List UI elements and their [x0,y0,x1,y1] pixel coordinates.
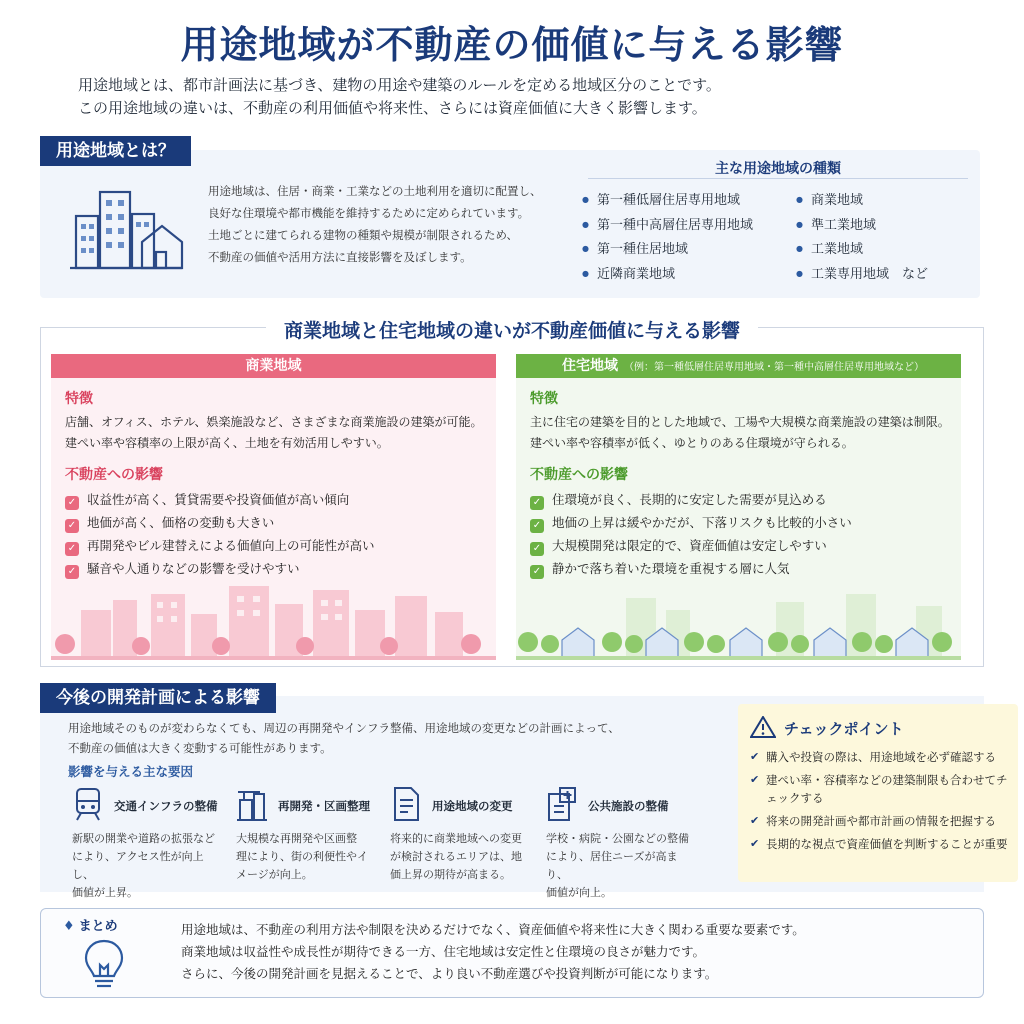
impact-text: 大規模開発は限定的で、資産価値は安定しやすい [552,538,827,553]
checkpoint-list [750,748,1012,858]
zone-types-title: 主な用途地域の種類 [715,161,841,177]
factor-description [546,830,696,902]
list-item: ● 工業地域 [796,237,928,262]
summary-box [40,908,984,998]
list-item: ● 工業専用地域 など [796,262,928,287]
checkpoint-title [750,716,904,739]
impact-text: 騒音や人通りなどの影響を受けやすい [87,561,300,576]
divider [588,178,968,179]
intro-text [78,74,958,120]
document-icon [390,786,422,822]
description-line: 学校・病院・公園などの整備 [546,832,689,845]
public-facility-icon [546,786,578,822]
description-line: 価値が向上。 [546,886,612,899]
feature-label: 特徴 [530,391,558,407]
list-item [65,488,496,511]
description-line: 理により、街の利便性やイ [236,850,368,863]
check-icon: ✓ [65,519,79,533]
check-icon: ✓ [530,519,544,533]
section-comparison [40,320,984,667]
list-item [65,511,496,534]
description-line: 土地ごとに建てられる建物の種類や規模が制限されるため、 [208,228,519,242]
impact-text: 地価が高く、価格の変動も大きい [87,515,275,530]
summary-line: 用途地域は、不動産の利用方法や制限を決めるだけでなく、資産価値や将来性に大きく関わる重要な要素です。 [181,922,805,937]
list-item: ✔ 購入や投資の際は、用途地域を必ず確認する [750,748,1012,766]
commercial-header: 商業地域 [51,354,496,378]
summary-label-text: まとめ [78,919,118,934]
list-item [65,557,496,580]
description-line: により、居住ニーズが高まり、 [546,850,678,881]
list-item: ● 第一種中高層住居専用地域 [582,213,753,238]
impact-text: 地価の上昇は緩やかだが、下落リスクも比較的小さい [552,515,852,530]
description-line: により、アクセス性が向上し、 [72,850,204,881]
factor-description [236,830,386,884]
intro-line: この用途地域の違いは、不動産の利用価値や将来性、さらには資産価値に大きく影響します。 [78,99,707,117]
check-icon: ✓ [530,565,544,579]
description-line: 用途地域そのものが変わらなくても、周辺の再開発やインフラ整備、用途地域の変更などの計画によって、 [68,721,620,735]
summary-line: 商業地域は収益性や成長性が期待できる一方、住宅地域は安定性と住環境の良さが魅力です。 [181,944,706,959]
description-line: メージが向上。 [236,868,313,881]
description-line: 用途地域は、住居・商業・工業などの土地利用を適切に配置し、 [208,184,542,198]
impact-list [65,488,496,580]
buildings-icon [68,186,184,272]
summary-line: さらに、今後の開発計画を見据えることで、より良い不動産選びや投資判断が可能になります。 [181,966,718,981]
section-development-plans [40,688,1008,899]
check-icon: ✓ [65,565,79,579]
list-item: ✔ 長期的な視点で資産価値を判断することが重要 [750,835,1012,853]
description-line: 不動産の価値や活用方法に直接影響を及ぼします。 [208,250,472,264]
residential-column [516,354,961,660]
description-line: 価値が上昇。 [72,886,138,899]
intro-line: 用途地域とは、都市計画法に基づき、建物の用途や建築のルールを定める地域区分のことです。 [78,76,721,94]
list-item: ✔ 建ぺい率・容積率などの建築制限も合わせてチェックする [750,771,1012,807]
check-icon: ✓ [65,496,79,510]
check-icon: ✓ [530,542,544,556]
feature-line: 主に住宅の建築を目的とした地域で、工場や大規模な商業施設の建築は制限。 [530,415,950,429]
description-line: 将来的に商業地域への変更 [390,832,522,845]
factor-description [390,830,540,884]
summary-text [181,919,971,985]
description-line: 大規模な再開発や区画整 [236,832,357,845]
list-item: ● 商業地域 [796,188,928,213]
lightbulb-small-icon: ♦ [63,919,75,934]
development-description [68,718,688,758]
factors-title: 影響を与える主な要因 [68,764,194,779]
zone-types-list [796,188,928,286]
description-line: が検討されるエリアは、地 [390,850,522,863]
impact-list [530,488,961,580]
description-line: 不動産の価値は大きく変動する可能性があります。 [68,741,332,755]
impact-text: 静かで落ち着いた環境を重視する層に人気 [552,561,790,576]
commercial-column [51,354,496,660]
section-what-is-zoning [40,141,980,298]
list-item: ● 第一種住居地域 [582,237,753,262]
list-item: ● 準工業地域 [796,213,928,238]
feature-label: 特徴 [65,391,93,407]
lightbulb-icon [79,937,129,993]
summary-label [63,915,118,934]
commercial-skyline-illustration [51,580,496,660]
warning-icon [750,716,776,738]
train-icon [72,786,104,822]
checkpoint-box [738,704,1018,882]
factor-name: 交通インフラの整備 [114,799,218,813]
description-line: 価上昇の期待が高まる。 [390,868,511,881]
feature-text [65,412,485,454]
factor-name: 再開発・区画整理 [278,799,370,813]
list-item [530,488,961,511]
feature-line: 店舗、オフィス、ホテル、娯楽施設など、さまざまな商業施設の建築が可能。 [65,415,483,429]
page-title: 用途地域が不動産の価値に与える影響 [180,23,844,67]
list-item [65,534,496,557]
factor-description [72,830,222,902]
list-item: ● 第一種低層住居専用地域 [582,188,753,213]
check-icon: ✓ [65,542,79,556]
residential-header-note: （例：第一種低層住居専用地域・第一種中高層住居専用地域など） [624,362,924,373]
section-title: 商業地域と住宅地域の違いが不動産価値に与える影響 [266,320,758,342]
building-crane-icon [236,786,268,822]
zone-types-list [582,188,753,286]
description-line: 新駅の開業や道路の拡張など [72,832,215,845]
residential-houses-illustration [516,580,961,660]
zoning-description [208,180,568,268]
residential-header [516,354,961,378]
checkpoint-title-text: チェックポイント [784,720,904,738]
list-item: ✔ 将来の開発計画や都市計画の情報を把握する [750,812,1012,830]
check-icon: ✓ [530,496,544,510]
impact-text: 収益性が高く、賃貸需要や投資価値が高い傾向 [87,492,350,507]
impact-text: 住環境が良く、長期的に安定した需要が見込める [552,492,827,507]
residential-header-label: 住宅地域 [562,358,618,374]
feature-line: 建ぺい率や容積率の上限が高く、土地を有効活用しやすい。 [65,436,389,450]
list-item: ● 近隣商業地域 [582,262,753,287]
list-item [530,534,961,557]
section-tag: 今後の開発計画による影響 [40,683,276,713]
feature-text [530,412,950,454]
impact-label: 不動産への影響 [65,467,163,483]
impact-text: 再開発やビル建替えによる価値向上の可能性が高い [87,538,375,553]
list-item [530,557,961,580]
factor-name: 公共施設の整備 [588,799,669,813]
feature-line: 建ぺい率や容積率が低く、ゆとりのある住環境が守られる。 [530,436,854,450]
factor-name: 用途地域の変更 [432,799,513,813]
impact-label: 不動産への影響 [530,467,628,483]
section-tag: 用途地域とは？ [40,136,191,166]
description-line: 良好な住環境や都市機能を維持するために定められています。 [208,206,530,220]
list-item [530,511,961,534]
